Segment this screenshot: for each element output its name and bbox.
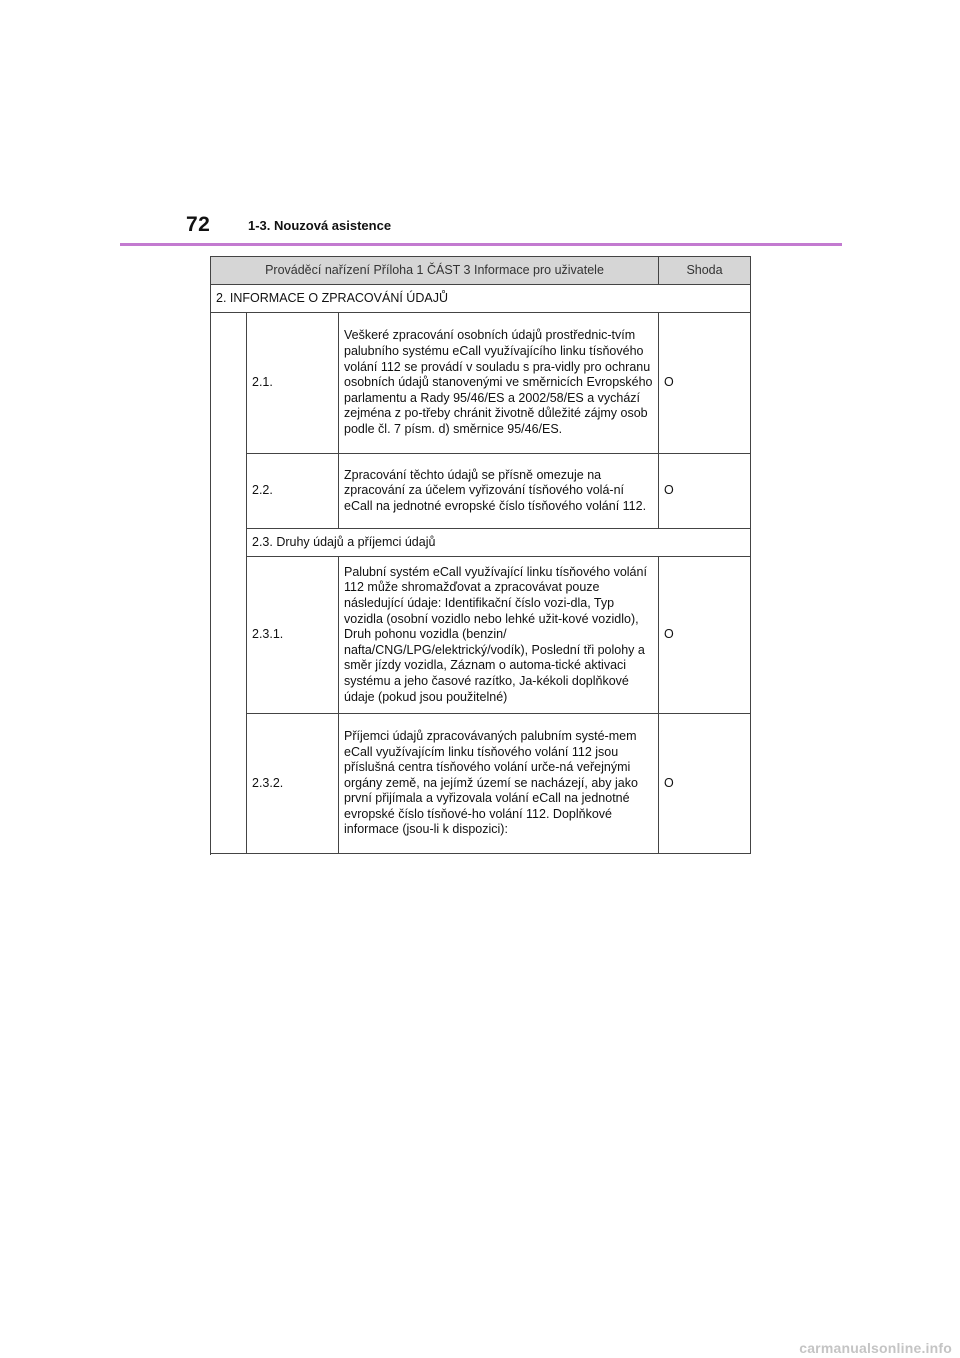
row-compliance: O — [659, 714, 751, 854]
table-header-row — [211, 257, 751, 285]
table-row — [211, 454, 751, 529]
row-compliance: O — [659, 454, 751, 529]
indent-cell — [211, 313, 247, 854]
row-text: Palubní systém eCall využívající linku tísňového volání 112 může shromažďovat a zpracovávat pouze následující údaje: Identifikační číslo vozi-dla, Typ vozidla (osobní vozidlo nebo lehké užit-kové vozidlo), Druh pohonu vozidla (benzin/ nafta/CNG/LPG/elektrický/vodík), Poslední tři polohy a směr jízdy vozidla, Záznam o automa-tické aktivaci systému a jeho časové razítko, Ja-kékoli doplňkové údaje (pokud jsou použitelné) — [339, 557, 659, 714]
row-number: 2.3.2. — [247, 714, 339, 854]
regulation-table — [210, 256, 751, 854]
watermark-text: carmanualsonline.info — [799, 1340, 952, 1356]
row-text: Veškeré zpracování osobních údajů prostřednic-tvím palubního systému eCall využívajícího linku tísňového volání 112 se provádí v souladu s pra-vidly pro ochranu osobních údajů stanovenými ve směrnicích Evropského parlamentu a Rady 95/46/ES a 2002/58/ES a vychází zejména z po-třeby chránit životně důležité zájmy osob podle čl. 7 písm. d) směrnice 95/46/ES. — [339, 313, 659, 454]
row-number: 2.1. — [247, 313, 339, 454]
table-row — [211, 313, 751, 454]
column-header-compliance: Shoda — [659, 257, 751, 285]
page-number: 72 — [186, 213, 211, 236]
subsection-row — [211, 529, 751, 557]
table-row — [211, 557, 751, 714]
section-row — [211, 285, 751, 313]
row-compliance: O — [659, 557, 751, 714]
row-number: 2.2. — [247, 454, 339, 529]
row-text: Zpracování těchto údajů se přísně omezuje na zpracování za účelem vyřizování tísňového volá-ní eCall na jednotné evropské číslo tísňového volání 112. — [339, 454, 659, 529]
column-header-regulation: Prováděcí nařízení Příloha 1 ČÁST 3 Informace pro uživatele — [211, 257, 659, 285]
subsection-heading: 2.3. Druhy údajů a příjemci údajů — [247, 529, 751, 557]
header-divider — [120, 243, 842, 246]
section-heading: 2. INFORMACE O ZPRACOVÁNÍ ÚDAJŮ — [211, 285, 751, 313]
table-row — [211, 714, 751, 854]
row-number: 2.3.1. — [247, 557, 339, 714]
section-title: 1-3. Nouzová asistence — [248, 218, 392, 233]
row-compliance: O — [659, 313, 751, 454]
row-text: Příjemci údajů zpracovávaných palubním systé-mem eCall využívajícím linku tísňového volání 112 jsou příslušná centra tísňového volání urče-ná veřejnými orgány země, na jejímž území se nacházejí, aby jako první přijímala a vyřizovala volání eCall na jednotné evropské číslo tísňové-ho volání 112. Doplňkové informace (jsou-li k dispozici): — [339, 714, 659, 854]
